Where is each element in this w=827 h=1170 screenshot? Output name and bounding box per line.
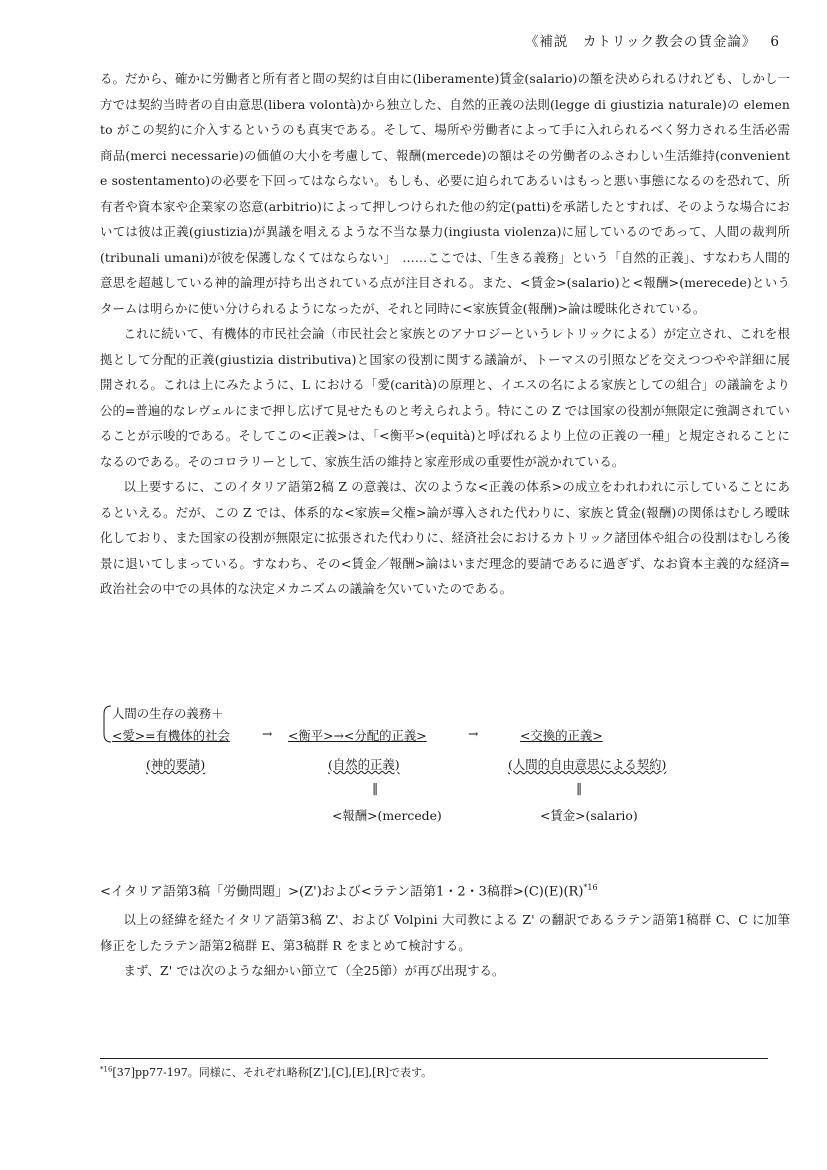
diagram-arrow: → [468, 726, 479, 741]
diagram-middle-sub: (自然的正義) [328, 757, 400, 772]
diagram-middle-line: <衡平>→<分配的正義> [288, 728, 427, 743]
left-bracket [102, 704, 112, 744]
running-header [525, 30, 780, 50]
footnote-divider [100, 1058, 768, 1059]
footnote [100, 1064, 432, 1080]
diagram-right-sub: (人間的自由意思による契約) [508, 757, 667, 772]
diagram-arrow: → [262, 726, 273, 741]
diagram-left-line1: 人間の生存の義務＋ [112, 706, 224, 721]
section [100, 877, 790, 984]
section-heading [100, 877, 790, 903]
paragraph: る。だから、確かに労働者と所有者と間の契約は自由に(liberamente)賃金(salario)の額を決められるけれども、しかし一方では契約当時者の自由意思(libera volontà)から独立した、自然的正義の法則(legge di giustizia naturale)の elemento がこの契約に介入するというのも真実である。そして、場所や労働者によって手に入れられるべく努力される生活必需商品(merci necessarie)の価値の大小を考慮して、報酬(mercede)の額はその労働者のふさわしい生活維持(conveniente sostentamento)の必要を下回ってはならない。もしも、必要に迫られてあるいはもっと悪い事態になるのを恐れて、所有者や資本家や企業家の恣意(arbitrio)によって押しつけられた他の約定(patti)を承諾したとすれば、そのような場合においては彼は正義(giustizia)が異議を唱えるような不当な暴力(ingiusta violenza)に屈しているのであって、人間の裁判所(tribunali umani)が彼を保護しなくてはならない」 ……ここでは、「生きる義務」という「自然的正義」、すなわち人間的意思を超越している神的論理が持ち出されている点が注目される。また、<賃金>(salario)と<報酬>(merecede)というタームは明らかに使い分けられるようになったが、それと同時に<家族賃金(報酬)>論は曖昧化されている。 [100, 71, 790, 316]
diagram-right-bar: ‖ [576, 780, 583, 795]
diagram-middle-bar: ‖ [372, 780, 379, 795]
diagram-left-sub: (神的要請) [146, 757, 206, 772]
diagram-left-line2: <愛>=有機体的社会 [112, 728, 230, 743]
paragraph: これに続いて、有機体的市民社会論（市民社会と家族とのアナロジーというレトリックによる）が定立され、これを根拠として分配的正義(giustizia distributiva)と国家の役割に関する議論が、トーマスの引照などを交えつつやや詳細に展開される。これは上にみたように、L における「愛(carità)の原理と、イエスの名による家族としての組合」の議論をより公的=普遍的なレヴェルにまで押し広げて見せたものと考えられよう。特にこの Z では国家の役割が無限定に強調されていることが示唆的である。そしてこの<正義>は、「<衡平>(equità)と呼ばれるより上位の正義の一種」と規定されることになるのである。そのコロラリーとして、家族生活の維持と家産形成の重要性が説かれている。 [100, 326, 790, 469]
diagram-middle-bottom: <報酬>(mercede) [332, 808, 442, 823]
paragraph: まず、Z' では次のような細かい節立て（全25節）が再び出現する。 [123, 963, 505, 979]
paragraph: 以上要するに、このイタリア語第2稿 Z の意義は、次のような<正義の体系>の成立をわれわれに示していることにあるといえる。だが、この Z では、体系的な<家族=父権>論が導入された代わりに、家族と賃金(報酬)の関係はむしろ曖昧化しており、また国家の役割が無限定に拡張された代わりに、経済社会におけるカトリック諸団体や組合の役割はむしろ後景に退いてしまっている。すなわち、その<賃金／報酬>論はいまだ理念的要請であるに過ぎず、なお資本主義的な経済=政治社会の中での具体的な決定メカニズムの議論を欠いていたのである。 [100, 479, 790, 596]
justice-system-diagram [100, 700, 790, 840]
running-header-title: 《補説 カトリック教会の賃金論》 [524, 34, 757, 50]
footnote-mark: *16 [100, 1065, 113, 1074]
diagram-right-bottom: <賃金>(salario) [540, 808, 638, 823]
paragraph: 以上の経緯を経たイタリア語第3稿 Z'、および Volpini 大司教による Z' の翻訳であるラテン語第1稿群 C、C に加筆修正をしたラテン語第2稿群 E、第3稿群 R をまとめて検討する。 [100, 912, 790, 953]
page-number: 6 [770, 34, 780, 50]
section-heading-text: <イタリア語第3稿「労働問題」>(Z')および<ラテン語第1・2・3稿群>(C)(E)(R) [100, 884, 584, 900]
footnote-reference: *16 [583, 883, 598, 892]
footnote-text: [37]pp77-197。同様に、それぞれ略称[Z'],[C],[E],[R]で表す。 [112, 1066, 433, 1079]
body-text [100, 66, 790, 602]
diagram-right-line: <交換的正義> [520, 728, 603, 743]
